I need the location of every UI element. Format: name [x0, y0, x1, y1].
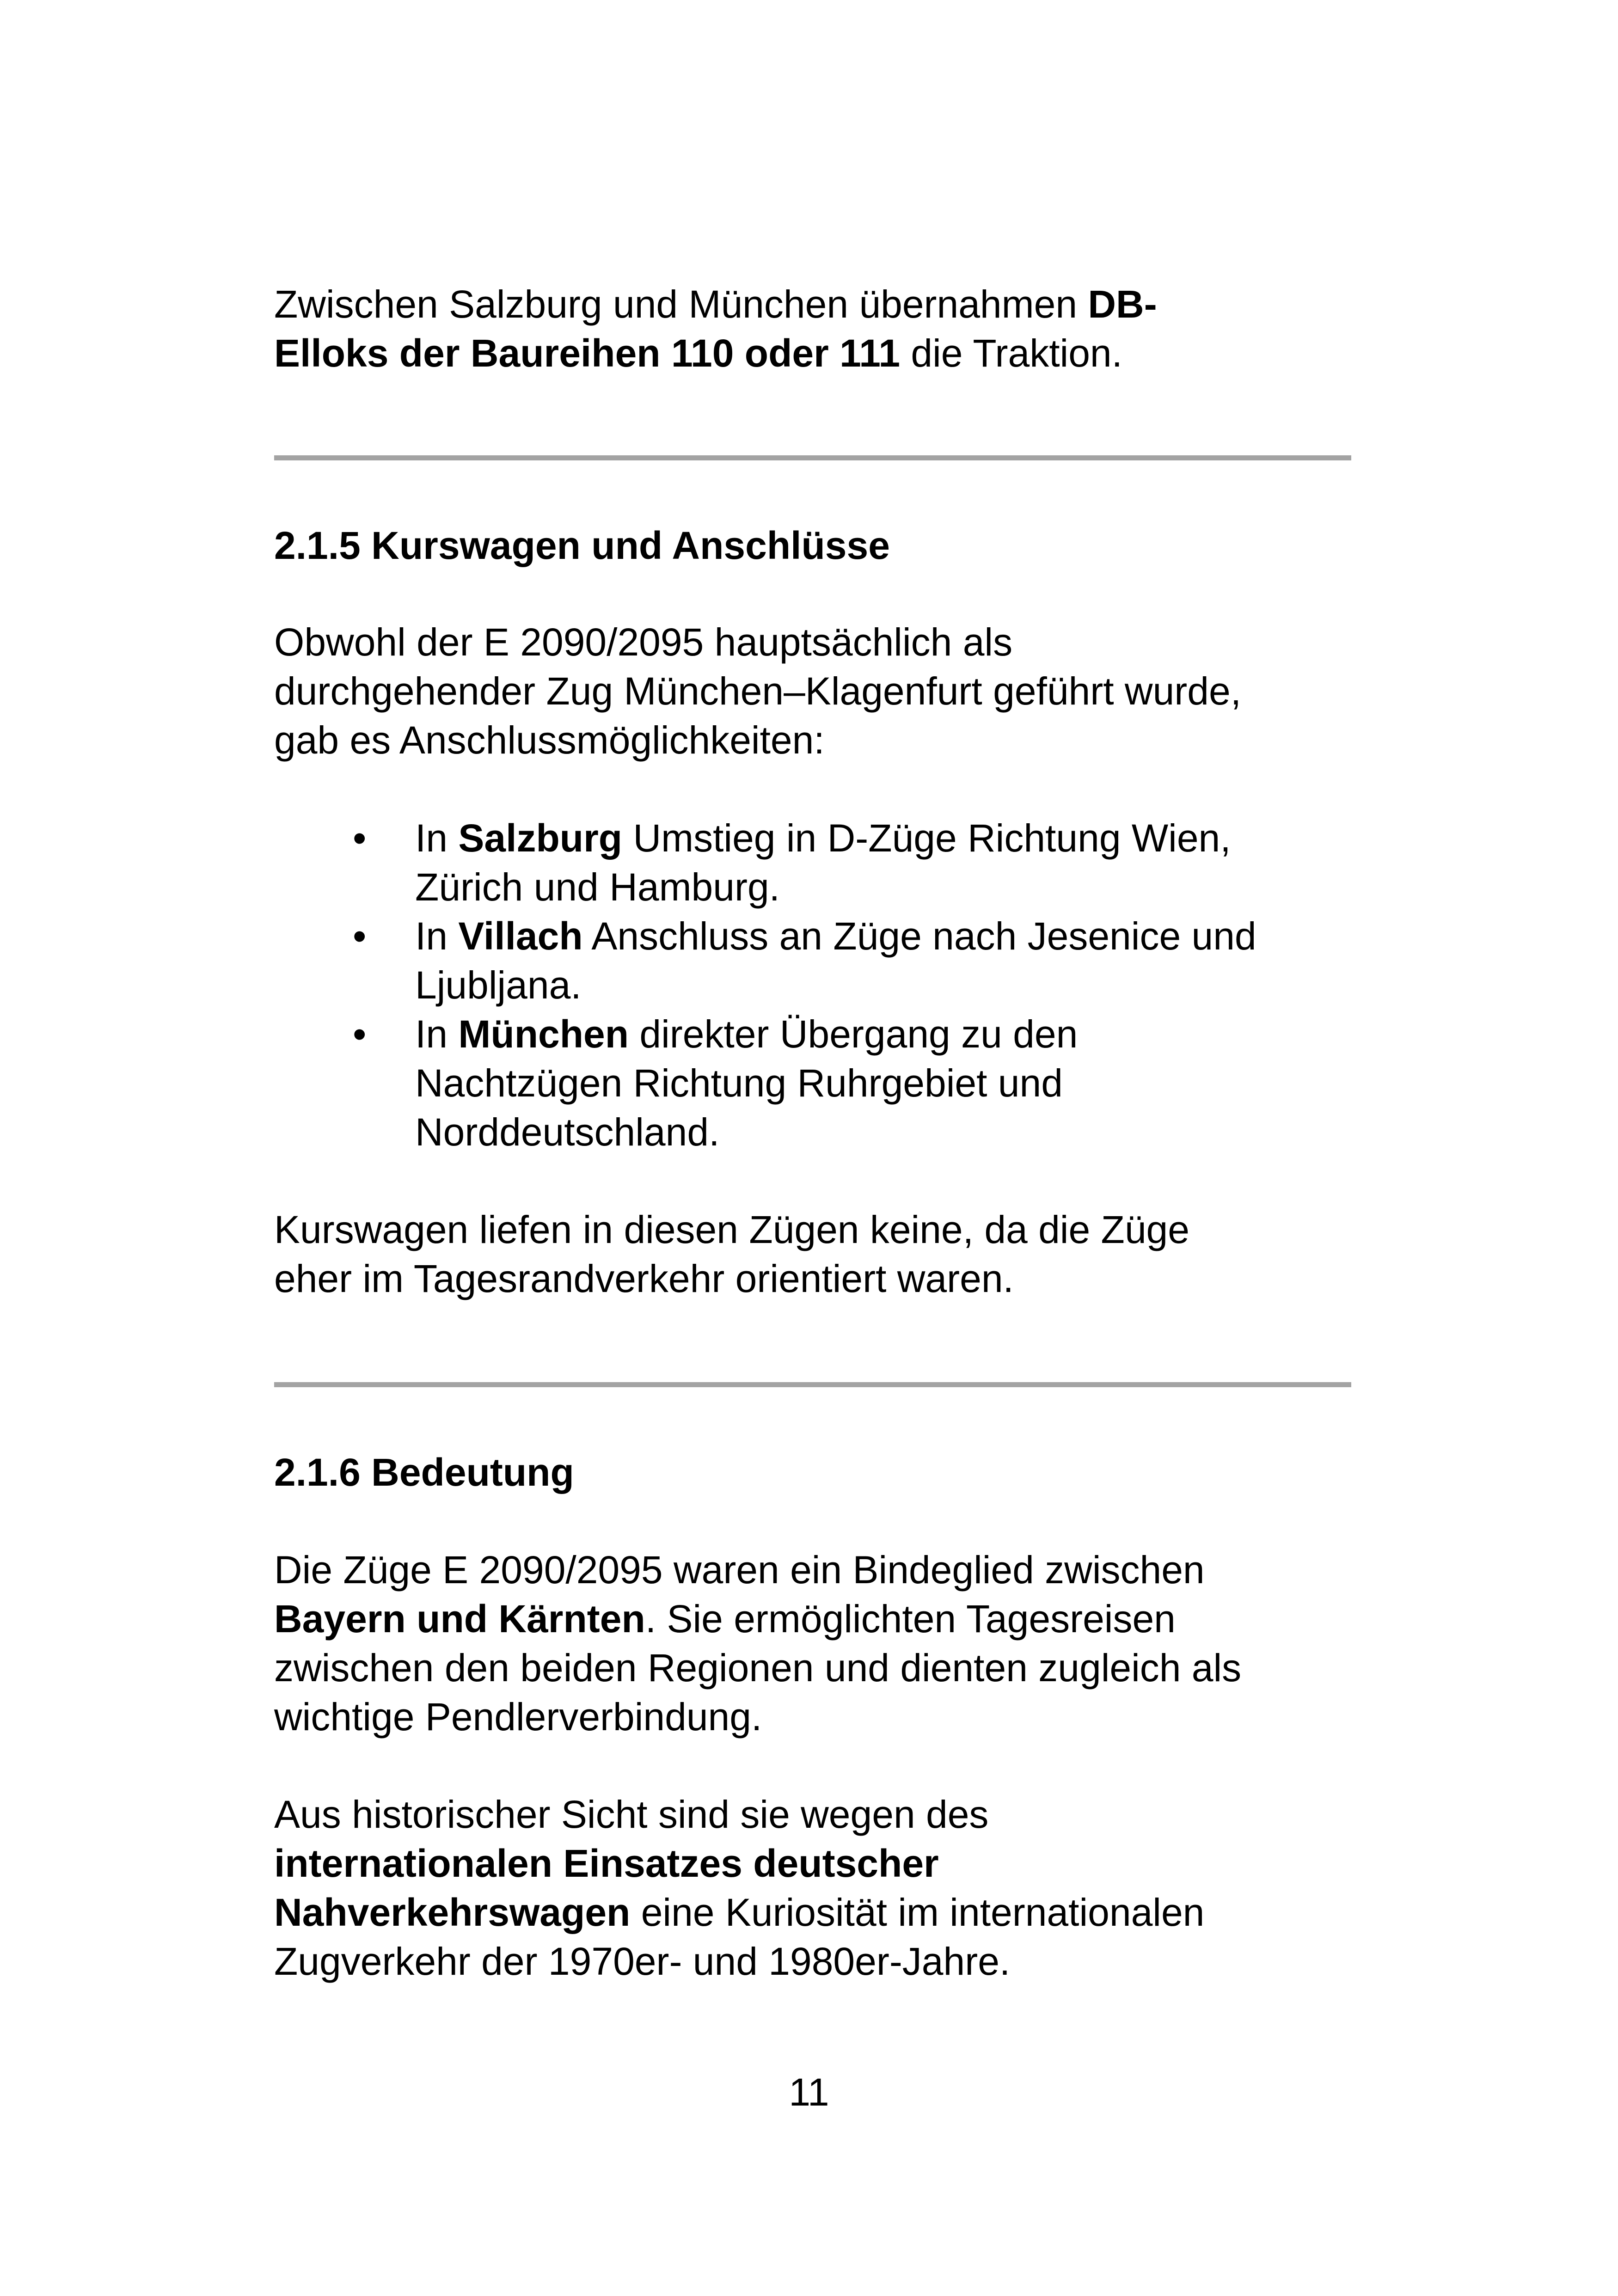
paragraph-text: . Sie ermöglichten Tagesreisen	[645, 1597, 1176, 1641]
intro-line-2	[274, 329, 1351, 378]
list-item-line	[415, 814, 1351, 863]
paragraph-line	[274, 1888, 1351, 1937]
bold-phrase: Bayern und Kärnten	[274, 1597, 645, 1641]
list-item-text: direkter Übergang zu den	[629, 1012, 1078, 1056]
paragraph-text: eine Kuriosität im internationalen	[630, 1891, 1205, 1934]
intro-text: Zwischen Salzburg und München übernahmen	[274, 282, 1088, 326]
list-item-place: Villach	[458, 914, 583, 958]
paragraph-line: Kurswagen liefen in diesen Zügen keine, da die Züge	[274, 1208, 1189, 1251]
connection-list	[274, 814, 1351, 1157]
list-item-place: München	[458, 1012, 629, 1056]
list-item-line: Zürich und Hamburg.	[415, 865, 780, 909]
section-2-1-6	[274, 1448, 1351, 1497]
paragraph-line	[274, 1594, 1351, 1643]
bullet-icon: •	[353, 914, 367, 958]
list-item-text: Anschluss an Züge nach Jesenice und	[582, 914, 1256, 958]
paragraph-line: durchgehender Zug München–Klagenfurt geführt wurde,	[274, 669, 1242, 713]
section-2-1-6-paragraph-1	[274, 1545, 1351, 1741]
list-item	[274, 912, 1351, 1010]
paragraph-line: eher im Tagesrandverkehr orientiert waren.	[274, 1257, 1014, 1300]
list-item	[274, 1010, 1351, 1157]
paragraph-line: zwischen den beiden Regionen und dienten zugleich als	[274, 1646, 1242, 1690]
section-divider	[274, 455, 1351, 460]
paragraph-line: Obwohl der E 2090/2095 hauptsächlich als	[274, 620, 1013, 664]
intro-bold-elloks: Elloks der Baureihen 110 oder 111	[274, 331, 901, 375]
bullet-icon: •	[353, 816, 367, 860]
list-item-prefix: In	[415, 1012, 459, 1056]
section-divider	[274, 1382, 1351, 1387]
list-item-prefix: In	[415, 914, 459, 958]
page-number: 11	[789, 2070, 829, 2114]
bold-phrase: Nahverkehrswagen	[274, 1891, 631, 1934]
list-item-prefix: In	[415, 816, 459, 860]
section-2-1-5	[274, 521, 1351, 570]
list-item	[274, 814, 1351, 912]
list-item-line	[415, 912, 1351, 961]
paragraph-line	[274, 1839, 1351, 1888]
list-item-text: Umstieg in D-Züge Richtung Wien,	[622, 816, 1231, 860]
section-heading: 2.1.5 Kurswagen und Anschlüsse	[274, 524, 890, 567]
section-2-1-5-paragraph-2	[274, 1205, 1351, 1303]
intro-bold-db: DB-	[1088, 282, 1157, 326]
list-item-line: Nachtzügen Richtung Ruhrgebiet und	[415, 1061, 1063, 1105]
paragraph-line: Zugverkehr der 1970er- und 1980er-Jahre.	[274, 1940, 1011, 1983]
section-2-1-6-paragraph-2	[274, 1790, 1351, 1986]
paragraph-line: Die Züge E 2090/2095 waren ein Bindeglied zwischen	[274, 1548, 1205, 1592]
section-2-1-5-paragraph-1	[274, 618, 1351, 765]
list-item-line	[415, 1010, 1351, 1059]
list-item-place: Salzburg	[458, 816, 623, 860]
intro-paragraph	[274, 280, 1351, 378]
intro-line-1	[274, 280, 1351, 329]
intro-text-end: die Traktion.	[900, 331, 1122, 375]
section-heading: 2.1.6 Bedeutung	[274, 1451, 574, 1494]
bold-phrase: internationalen Einsatzes deutscher	[274, 1842, 939, 1885]
list-item-line: Ljubljana.	[415, 963, 582, 1007]
paragraph-line: Aus historischer Sicht sind sie wegen des	[274, 1793, 989, 1836]
paragraph-line: wichtige Pendlerverbindung.	[274, 1695, 762, 1739]
list-item-line: Norddeutschland.	[415, 1110, 720, 1154]
bullet-icon: •	[353, 1012, 367, 1056]
paragraph-line: gab es Anschlussmöglichkeiten:	[274, 718, 825, 762]
